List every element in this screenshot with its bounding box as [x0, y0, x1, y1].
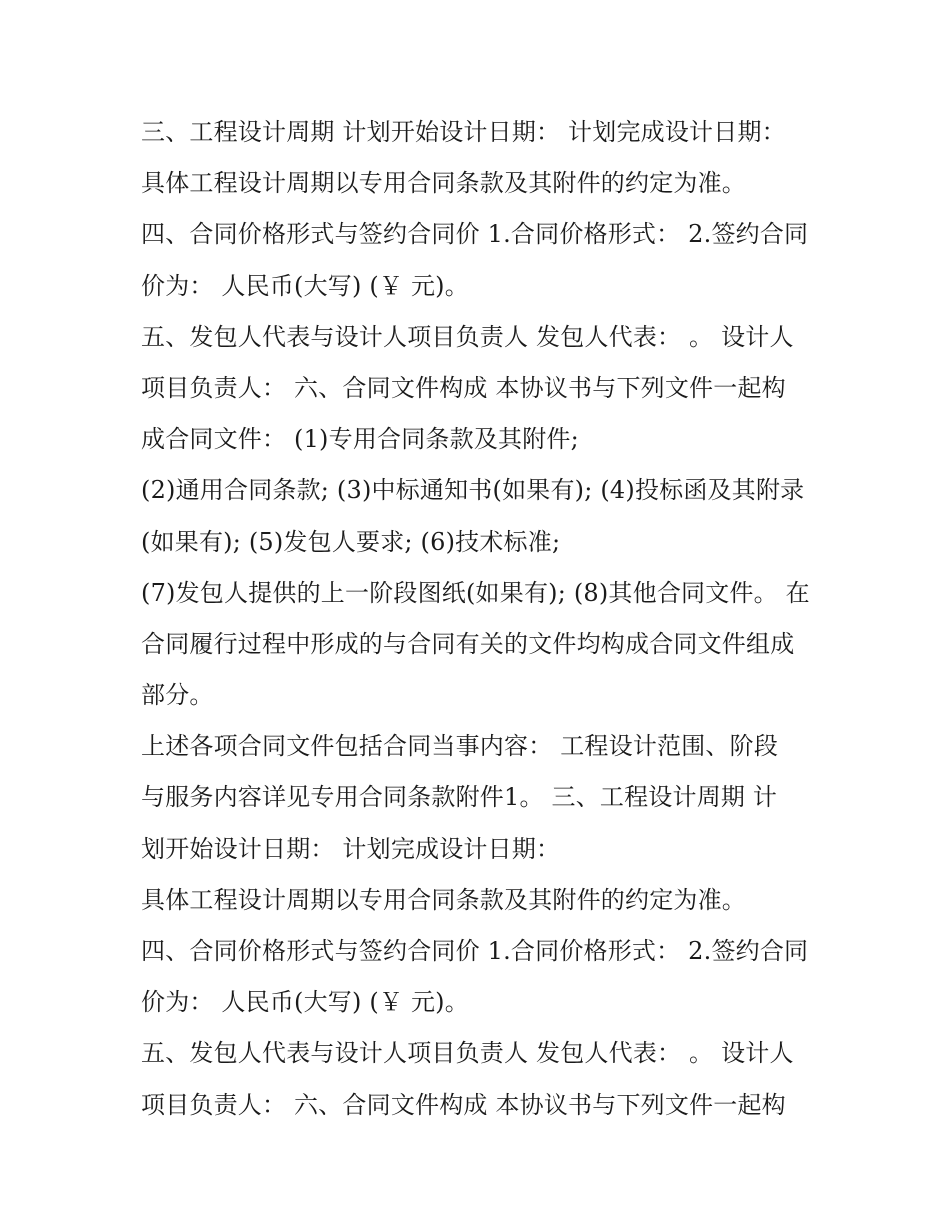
text-line: 价为： 人民币(大写) (￥ 元)。 [141, 271, 469, 300]
text-line: (如果有); (5)发包人要求; (6)技术标准; [141, 527, 561, 556]
text-line: 上述各项合同文件包括合同当事内容： 工程设计范围、阶段 [141, 732, 779, 761]
text-line: 与服务内容详见专用合同条款附件1。 三、工程设计周期 计 [141, 783, 778, 812]
text-line: 划开始设计日期： 计划完成设计日期： [141, 834, 561, 863]
text-line: 三、工程设计周期 计划开始设计日期： 计划完成设计日期： [141, 118, 786, 146]
text-line: 项目负责人： 六、合同文件构成 本协议书与下列文件一起构 [141, 373, 786, 402]
text-line: 成合同文件： (1)专用合同条款及其附件; [141, 425, 579, 454]
text-line: (2)通用合同条款; (3)中标通知书(如果有); (4)投标函及其附录 [141, 476, 805, 505]
text-line: 具体工程设计周期以专用合同条款及其附件的约定为准。 [141, 885, 746, 914]
document-page [141, 107, 821, 1131]
text-line: 具体工程设计周期以专用合同条款及其附件的约定为准。 [141, 169, 746, 198]
text-line: (7)发包人提供的上一阶段图纸(如果有); (8)其他合同文件。 在 [141, 578, 810, 607]
text-line: 项目负责人： 六、合同文件构成 本协议书与下列文件一起构 [141, 1090, 786, 1119]
text-line: 五、发包人代表与设计人项目负责人 发包人代表： 。 设计人 [141, 322, 794, 351]
text-line: 合同履行过程中形成的与合同有关的文件均构成合同文件组成 [141, 629, 795, 658]
text-line: 四、合同价格形式与签约合同价 1.合同价格形式： 2.签约合同 [141, 220, 809, 249]
text-line: 价为： 人民币(大写) (￥ 元)。 [141, 988, 469, 1017]
text-line: 四、合同价格形式与签约合同价 1.合同价格形式： 2.签约合同 [141, 937, 809, 965]
text-line: 部分。 [141, 681, 214, 710]
text-line: 五、发包人代表与设计人项目负责人 发包人代表： 。 设计人 [141, 1039, 794, 1068]
